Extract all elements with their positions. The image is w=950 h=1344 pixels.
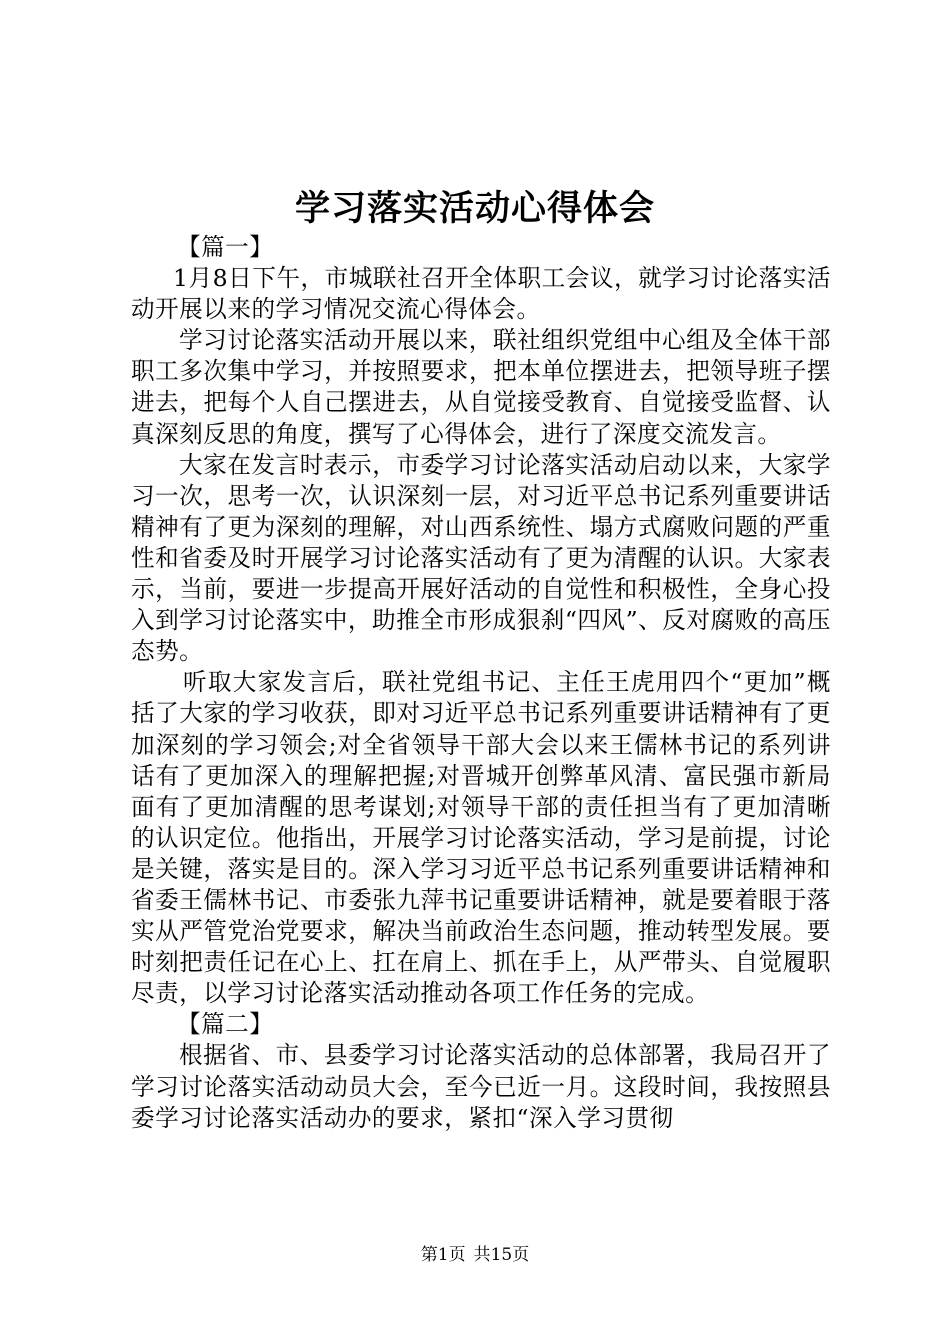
paragraph: 学习讨论落实活动开展以来，联社组织党组中心组及全体干部职工多次集中学习，并按照要求，把本单位摆进去，把领导班子摆进去，把每个人自己摆进去，从自觉接受教育、自觉接受监督、认真深刻反思的角度，撰写了心得体会，进行了深度交流发言。 — [131, 326, 831, 448]
section-1 — [131, 232, 831, 1009]
section-heading: 【篇二】 — [177, 1010, 274, 1039]
section-2 — [131, 1009, 831, 1133]
page-number: 第1页 — [420, 1245, 466, 1265]
document-body — [131, 232, 831, 1134]
section-heading: 【篇一】 — [177, 233, 274, 261]
paragraph: 1月8日下午，市城联社召开全体职工会议，就学习讨论落实活动开展以来的学习情况交流心得体会。 — [131, 264, 831, 324]
paragraph: 大家在发言时表示，市委学习讨论落实活动启动以来，大家学习一次，思考一次，认识深刻一层，对习近平总书记系列重要讲话精神有了更为深刻的理解，对山西系统性、塌方式腐败问题的严重性和省委及时开展学习讨论落实活动有了更为清醒的认识。大家表示，当前，要进一步提高开展好活动的自觉性和积极性，全身心投入到学习讨论落实中，助推全市形成狠刹“四风”、反对腐败的高压态势。 — [131, 450, 831, 666]
paragraph: 听取大家发言后，联社党组书记、主任王虎用四个“更加”概括了大家的学习收获，即对习近平总书记系列重要讲话精神有了更加深刻的学习领会;对全省领导干部大会以来王儒林书记的系列讲话有了更加深入的理解把握;对晋城开创弊革风清、富民强市新局面有了更加清醒的思考谋划;对领导干部的责任担当有了更加清晰的认识定位。他指出，开展学习讨论落实活动，学习是前提，讨论是关键，落实是目的。深入学习习近平总书记系列重要讲话精神和省委王儒林书记、市委张九萍书记重要讲话精神，就是要着眼于落实从严管党治党要求，解决当前政治生态问题，推动转型发展。要时刻把责任记在心上、扛在肩上、抓在手上，从严带头、自觉履职尽责，以学习讨论落实活动推动各项工作任务的完成。 — [131, 668, 831, 1008]
document-title: 学习落实活动心得体会 — [294, 188, 655, 229]
page-total: 共15页 — [473, 1245, 530, 1265]
paragraph: 根据省、市、县委学习讨论落实活动的总体部署，我局召开了学习讨论落实活动动员大会，至今已近一月。这段时间，我按照县委学习讨论落实活动办的要求，紧扣“深入学习贯彻 — [131, 1041, 831, 1132]
page-footer — [0, 1244, 950, 1266]
